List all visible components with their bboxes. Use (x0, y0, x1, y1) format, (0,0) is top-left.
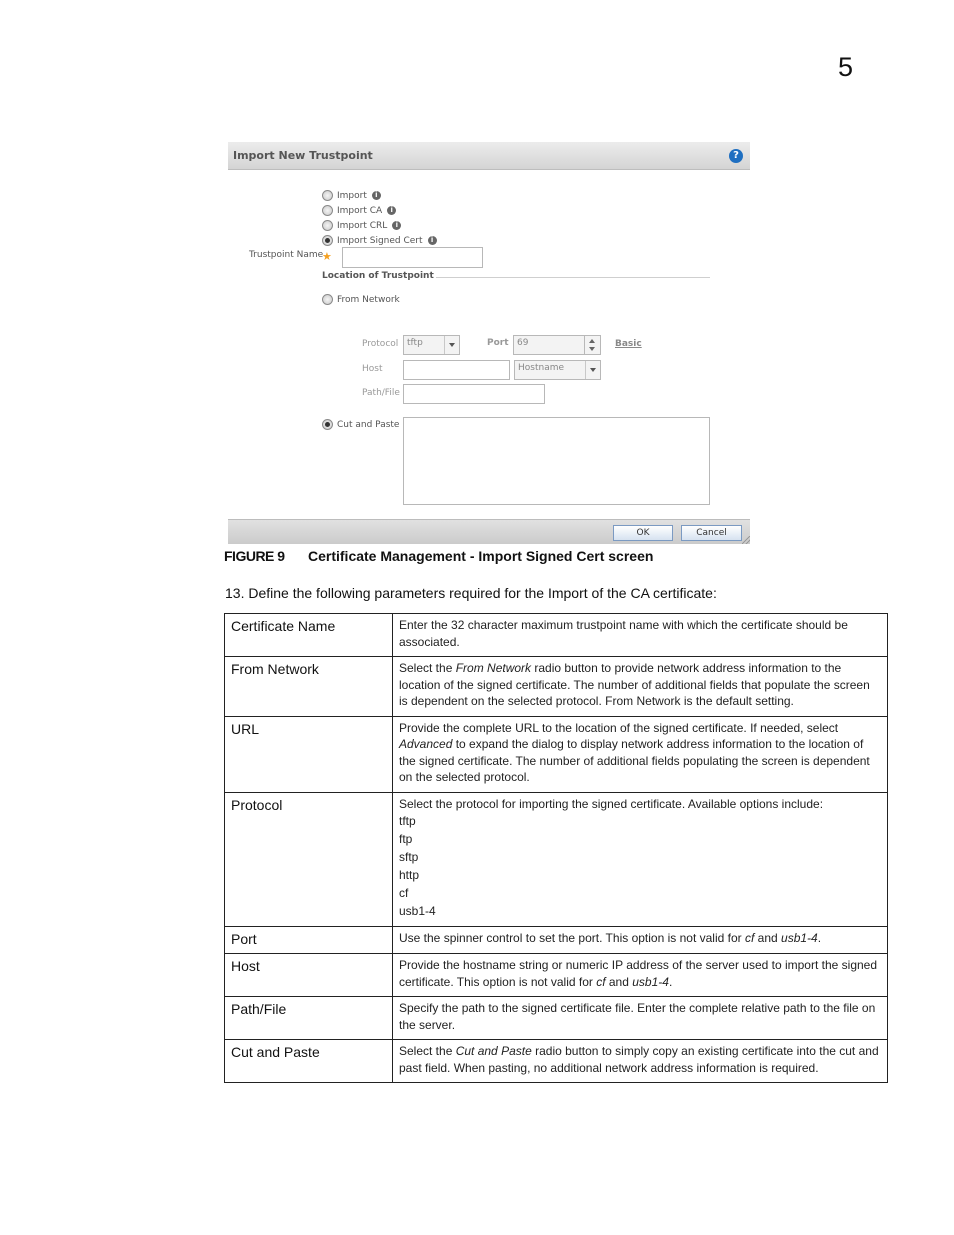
info-icon: i (392, 221, 401, 230)
param-name: From Network (225, 657, 393, 717)
radio-button[interactable] (322, 220, 333, 231)
step-prefix: 13. Define the following parameters required for the (225, 585, 548, 601)
desc-emphasis: usb1-4 (781, 931, 818, 945)
protocol-option: http (399, 868, 420, 882)
radio-label: From Network (337, 294, 400, 305)
param-name: Path/File (225, 997, 393, 1040)
protocol-select[interactable] (403, 335, 460, 355)
chapter-number: 5 (838, 52, 854, 82)
param-name: Protocol (225, 792, 393, 927)
figure-caption (224, 548, 654, 564)
parameters-table (224, 613, 888, 1083)
info-icon: i (372, 191, 381, 200)
radio-button-selected[interactable] (322, 419, 333, 430)
port-label: Port (487, 338, 509, 348)
cut-and-paste-textarea[interactable] (403, 417, 710, 505)
desc-text: Select the protocol for importing the signed certificate. Available options include: (399, 796, 824, 811)
table-row (225, 954, 888, 997)
table-row (225, 792, 888, 927)
param-name: Cut and Paste (225, 1040, 393, 1083)
radio-import-crl[interactable] (322, 219, 401, 232)
table-row (225, 716, 888, 792)
radio-button[interactable] (322, 190, 333, 201)
desc-text: radio button to simply copy an existing certificate into the cut and past field. When pasting, no additional network address information is required. (399, 1044, 879, 1075)
protocol-label: Protocol (362, 339, 399, 349)
question-mark-icon[interactable]: ? (729, 149, 743, 163)
desc-emphasis: From Network (455, 661, 532, 675)
param-desc (393, 716, 888, 792)
basic-link[interactable]: Basic (615, 339, 642, 349)
port-value: 69 (517, 338, 529, 348)
protocol-option: usb1-4 (399, 904, 436, 918)
radio-import-signed-cert[interactable] (322, 234, 437, 247)
desc-text: . (668, 974, 673, 989)
desc-text: . (817, 931, 822, 945)
protocol-option: tftp (399, 814, 416, 828)
info-icon: i (428, 236, 437, 245)
protocol-option: ftp (399, 832, 413, 846)
dialog-title: Import New Trustpoint (233, 149, 373, 162)
table-row (225, 1040, 888, 1083)
table-row (225, 657, 888, 717)
path-file-input[interactable] (403, 384, 545, 404)
desc-emphasis: Advanced (399, 737, 453, 751)
radio-label: Import Signed Cert (337, 235, 423, 246)
required-star-icon: ★ (322, 250, 332, 263)
desc-emphasis: cf (744, 931, 755, 945)
desc-text: Select the (399, 1044, 456, 1058)
desc-text: and (605, 974, 633, 989)
desc-text: Provide the complete URL to the location of the signed certificate. If needed, select (399, 720, 839, 735)
resize-grip-icon[interactable] (742, 536, 750, 544)
location-section-title: Location of Trustpoint (322, 271, 434, 281)
chevron-down-icon[interactable] (444, 336, 459, 354)
table-row (225, 927, 888, 954)
param-name: Port (225, 927, 393, 954)
param-desc (393, 954, 888, 997)
param-name: URL (225, 716, 393, 792)
radio-cut-and-paste[interactable] (322, 418, 399, 431)
figure-title: Certificate Management - Import Signed Cert screen (308, 548, 654, 564)
table-row (225, 614, 888, 657)
cancel-button[interactable]: Cancel (681, 525, 742, 541)
host-input[interactable] (403, 360, 510, 380)
radio-label: Import CA (337, 205, 383, 216)
desc-emphasis: usb1-4 (632, 974, 669, 989)
desc-emphasis: cf (596, 974, 606, 989)
param-desc: Enter the 32 character maximum trustpoint name with which the certificate should be associated. (393, 614, 888, 657)
host-label: Host (362, 364, 383, 374)
desc-emphasis: Cut and Paste (455, 1044, 532, 1058)
protocol-value: tftp (407, 338, 423, 348)
radio-button-selected[interactable] (322, 235, 333, 246)
dialog-footer (228, 519, 750, 544)
protocol-option: sftp (399, 850, 419, 864)
spinner-up-icon[interactable] (589, 339, 595, 343)
protocol-option: cf (399, 886, 409, 900)
host-type-value: Hostname (518, 363, 565, 373)
spinner-down-icon[interactable] (589, 347, 595, 351)
step-suffix: of the CA certificate: (587, 585, 717, 601)
table-row (225, 997, 888, 1040)
radio-button[interactable] (322, 205, 333, 216)
param-desc (393, 1040, 888, 1083)
desc-text: radio button to provide network address information to the location of the signed certificate. The number of additional fields that populate the screen is dependent on the selected protocol. From Network is the default setting. (399, 661, 870, 708)
section-divider (436, 277, 710, 278)
radio-from-network[interactable] (322, 293, 400, 306)
ok-button[interactable]: OK (613, 525, 673, 541)
radio-button[interactable] (322, 294, 333, 305)
radio-label: Import CRL (337, 220, 388, 231)
step-instruction (225, 585, 717, 601)
desc-text: to expand the dialog to display network address information to the location of the signed certificate. The number of additional fields populating the screen is dependent on the selected protocol. (399, 737, 870, 784)
port-input[interactable] (513, 335, 585, 355)
trustpoint-name-input[interactable] (342, 247, 483, 268)
radio-label: Cut and Paste (337, 419, 400, 430)
desc-text: Select the (399, 661, 456, 675)
port-spinner[interactable] (584, 335, 601, 355)
trustpoint-name-label: Trustpoint Name (249, 250, 324, 260)
param-desc (393, 657, 888, 717)
figure-number: FIGURE 9 (224, 548, 285, 564)
chevron-down-icon[interactable] (585, 361, 600, 379)
param-desc: Specify the path to the signed certificate file. Enter the complete relative path to the file on the server. (393, 997, 888, 1040)
radio-import[interactable] (322, 189, 381, 202)
path-file-label: Path/File (362, 388, 400, 398)
desc-text: Use the spinner control to set the port. This option is not valid for (399, 931, 745, 945)
param-desc (393, 927, 888, 954)
info-icon: i (387, 206, 396, 215)
desc-text: Provide the hostname string or numeric IP address of the server used to import the signed certificate. This option is not valid for (399, 958, 878, 989)
radio-import-ca[interactable] (322, 204, 396, 217)
radio-label: Import (337, 190, 367, 201)
import-trustpoint-dialog (228, 142, 750, 543)
param-desc (393, 792, 888, 927)
step-emphasis: Import (547, 585, 588, 601)
desc-text: and (754, 931, 782, 945)
param-name: Host (225, 954, 393, 997)
host-type-select[interactable] (514, 360, 601, 380)
param-name: Certificate Name (225, 614, 393, 657)
dialog-header (228, 142, 750, 170)
